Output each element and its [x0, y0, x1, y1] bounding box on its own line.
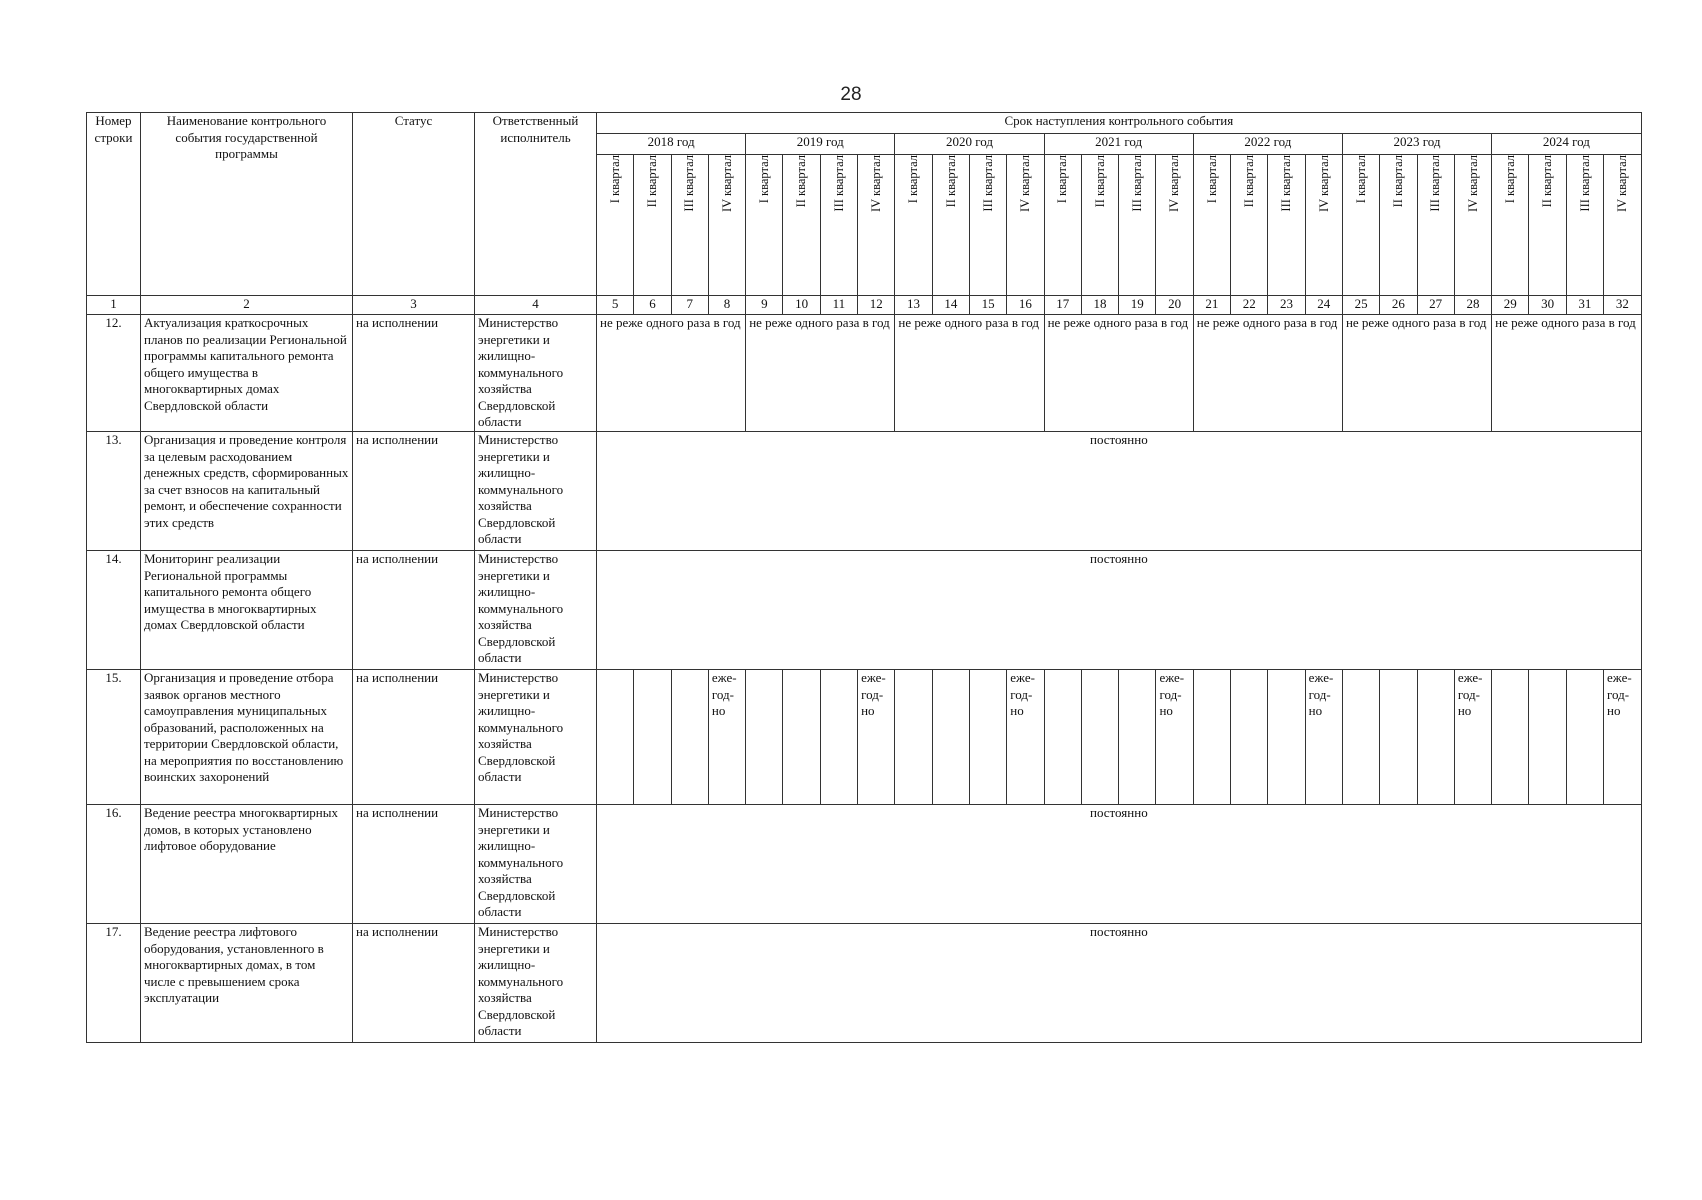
column-number: 2 — [141, 296, 353, 315]
row-number: 12. — [87, 315, 141, 432]
column-number: 25 — [1342, 296, 1379, 315]
quarter-label: IV квартал — [1018, 155, 1033, 213]
empty-quarter-cell — [1417, 670, 1454, 805]
annual-note: еже-год-но — [1454, 670, 1491, 805]
responsible-executor: Министерство энергетики и жилищно-коммунального хозяйства Свердловской области — [475, 670, 597, 805]
column-number: 22 — [1231, 296, 1268, 315]
column-number: 19 — [1119, 296, 1156, 315]
empty-quarter-cell — [1492, 670, 1529, 805]
annual-note: еже-год-но — [1305, 670, 1342, 805]
column-number: 10 — [783, 296, 820, 315]
event-status: на исполнении — [353, 924, 475, 1043]
period-note: постоянно — [597, 924, 1642, 1043]
quarter-label: IV квартал — [868, 155, 883, 213]
empty-quarter-cell — [1566, 670, 1603, 805]
quarter-label: III квартал — [1279, 155, 1294, 212]
event-name: Организация и проведение контроля за целевым расходованием денежных средств, сформированных за счет взносов на капитальный ремонт, и обеспечение сохранности этих средств — [141, 432, 353, 551]
column-number: 23 — [1268, 296, 1305, 315]
column-number: 16 — [1007, 296, 1044, 315]
header-quarter-cell — [1193, 155, 1230, 296]
column-number: 30 — [1529, 296, 1566, 315]
column-number: 20 — [1156, 296, 1193, 315]
table-body — [87, 315, 1642, 1043]
column-number: 6 — [634, 296, 671, 315]
header-quarter-cell — [1380, 155, 1417, 296]
header-quarter-cell — [597, 155, 634, 296]
quarter-label: I квартал — [1055, 155, 1070, 204]
header-year-2022: 2022 год — [1193, 134, 1342, 155]
header-year-2024: 2024 год — [1492, 134, 1642, 155]
quarter-label: I квартал — [1353, 155, 1368, 204]
quarter-label: II квартал — [1391, 155, 1406, 208]
quarter-label: I квартал — [757, 155, 772, 204]
quarter-label: II квартал — [794, 155, 809, 208]
column-number: 15 — [969, 296, 1006, 315]
event-status: на исполнении — [353, 805, 475, 924]
empty-quarter-cell — [1380, 670, 1417, 805]
year-note: не реже одного раза в год — [1193, 315, 1342, 432]
header-quarter-cell — [1007, 155, 1044, 296]
quarter-label: IV квартал — [719, 155, 734, 213]
header-quarter-cell — [932, 155, 969, 296]
header-status: Статус — [353, 113, 475, 296]
row-number: 13. — [87, 432, 141, 551]
empty-quarter-cell — [634, 670, 671, 805]
row-number: 16. — [87, 805, 141, 924]
empty-quarter-cell — [820, 670, 857, 805]
table-row — [87, 670, 1642, 805]
empty-quarter-cell — [969, 670, 1006, 805]
empty-quarter-cell — [746, 670, 783, 805]
header-row-number: Номер строки — [87, 113, 141, 296]
event-name: Ведение реестра многоквартирных домов, в которых установлено лифтовое оборудование — [141, 805, 353, 924]
event-name: Организация и проведение отбора заявок органов местного самоуправления муниципальных образований, расположенных на территории Свердловской области, на мероприятия по восстановлению воинских захоронений — [141, 670, 353, 805]
column-number: 8 — [708, 296, 745, 315]
responsible-executor: Министерство энергетики и жилищно-коммунального хозяйства Свердловской области — [475, 551, 597, 670]
event-status: на исполнении — [353, 315, 475, 432]
row-number: 15. — [87, 670, 141, 805]
quarter-label: I квартал — [1503, 155, 1518, 204]
column-number: 13 — [895, 296, 932, 315]
header-quarter-cell — [820, 155, 857, 296]
column-number: 4 — [475, 296, 597, 315]
column-number: 17 — [1044, 296, 1081, 315]
header-quarter-cell — [783, 155, 820, 296]
quarter-label: III квартал — [1577, 155, 1592, 212]
header-quarter-cell — [1492, 155, 1529, 296]
quarter-label: IV квартал — [1167, 155, 1182, 213]
header-quarter-cell — [1156, 155, 1193, 296]
event-name: Ведение реестра лифтового оборудования, установленного в многоквартирных домах, в том числе с превышением срока эксплуатации — [141, 924, 353, 1043]
responsible-executor: Министерство энергетики и жилищно-коммунального хозяйства Свердловской области — [475, 315, 597, 432]
year-note: не реже одного раза в год — [1342, 315, 1491, 432]
column-number: 1 — [87, 296, 141, 315]
column-number: 27 — [1417, 296, 1454, 315]
event-name: Актуализация краткосрочных планов по реализации Региональной программы капитального ремонта общего имущества в многоквартирных домах Свердловской области — [141, 315, 353, 432]
column-number: 5 — [597, 296, 634, 315]
annual-note: еже-год-но — [858, 670, 895, 805]
quarter-label: I квартал — [1204, 155, 1219, 204]
header-quarter-cell — [1417, 155, 1454, 296]
annual-note: еже-год-но — [708, 670, 745, 805]
empty-quarter-cell — [1081, 670, 1118, 805]
header-quarter-cell — [1081, 155, 1118, 296]
row-number: 14. — [87, 551, 141, 670]
header-deadline: Срок наступления контрольного события — [597, 113, 1642, 134]
event-name: Мониторинг реализации Региональной программы капитального ремонта общего имущества в многоквартирных домах Свердловской области — [141, 551, 353, 670]
header-quarter-cell — [1566, 155, 1603, 296]
period-note: постоянно — [597, 805, 1642, 924]
header-year-2023: 2023 год — [1342, 134, 1491, 155]
empty-quarter-cell — [1268, 670, 1305, 805]
column-number: 3 — [353, 296, 475, 315]
responsible-executor: Министерство энергетики и жилищно-коммунального хозяйства Свердловской области — [475, 924, 597, 1043]
header-quarter-cell — [1305, 155, 1342, 296]
quarter-label: IV квартал — [1465, 155, 1480, 213]
quarter-label: II квартал — [1241, 155, 1256, 208]
quarter-label: III квартал — [1130, 155, 1145, 212]
header-quarter-cell — [1268, 155, 1305, 296]
empty-quarter-cell — [1119, 670, 1156, 805]
event-status: на исполнении — [353, 551, 475, 670]
header-quarter-cell — [671, 155, 708, 296]
page-number: 28 — [840, 84, 862, 105]
empty-quarter-cell — [671, 670, 708, 805]
column-number: 12 — [858, 296, 895, 315]
header-quarter-cell — [1231, 155, 1268, 296]
header-quarter-cell — [1604, 155, 1642, 296]
header-quarter-cell — [858, 155, 895, 296]
quarter-label: IV квартал — [1615, 155, 1630, 213]
table-row — [87, 432, 1642, 551]
table-row — [87, 551, 1642, 670]
quarter-label: III квартал — [1428, 155, 1443, 212]
year-note: не реже одного раза в год — [1492, 315, 1642, 432]
column-number-row — [87, 296, 1642, 315]
quarter-label: II квартал — [943, 155, 958, 208]
column-number: 7 — [671, 296, 708, 315]
table-row — [87, 315, 1642, 432]
year-note: не реже одного раза в год — [746, 315, 895, 432]
header-year-2021: 2021 год — [1044, 134, 1193, 155]
header-quarter-cell — [895, 155, 932, 296]
empty-quarter-cell — [783, 670, 820, 805]
header-quarter-cell — [1529, 155, 1566, 296]
header-executor: Ответственный исполнитель — [475, 113, 597, 296]
header-event-name: Наименование контрольного события государственной программы — [141, 113, 353, 296]
quarter-label: II квартал — [1540, 155, 1555, 208]
responsible-executor: Министерство энергетики и жилищно-коммунального хозяйства Свердловской области — [475, 805, 597, 924]
empty-quarter-cell — [597, 670, 634, 805]
empty-quarter-cell — [1529, 670, 1566, 805]
header-quarter-cell — [1044, 155, 1081, 296]
period-note: постоянно — [597, 432, 1642, 551]
table-row — [87, 805, 1642, 924]
header-quarter-cell — [634, 155, 671, 296]
empty-quarter-cell — [1231, 670, 1268, 805]
quarter-label: III квартал — [682, 155, 697, 212]
column-number: 14 — [932, 296, 969, 315]
year-note: не реже одного раза в год — [1044, 315, 1193, 432]
quarter-label: I квартал — [906, 155, 921, 204]
column-number: 31 — [1566, 296, 1603, 315]
header-year-2020: 2020 год — [895, 134, 1044, 155]
empty-quarter-cell — [932, 670, 969, 805]
year-note: не реже одного раза в год — [895, 315, 1044, 432]
period-note: постоянно — [597, 551, 1642, 670]
empty-quarter-cell — [895, 670, 932, 805]
header-quarter-cell — [708, 155, 745, 296]
responsible-executor: Министерство энергетики и жилищно-коммунального хозяйства Свердловской области — [475, 432, 597, 551]
event-status: на исполнении — [353, 670, 475, 805]
column-number: 26 — [1380, 296, 1417, 315]
event-status: на исполнении — [353, 432, 475, 551]
empty-quarter-cell — [1193, 670, 1230, 805]
column-number: 21 — [1193, 296, 1230, 315]
column-number: 9 — [746, 296, 783, 315]
column-number: 28 — [1454, 296, 1491, 315]
quarter-label: I квартал — [607, 155, 622, 204]
quarter-label: III квартал — [831, 155, 846, 212]
annual-note: еже-год-но — [1007, 670, 1044, 805]
annual-note: еже-год-но — [1604, 670, 1642, 805]
row-number: 17. — [87, 924, 141, 1043]
header-quarter-cell — [1454, 155, 1491, 296]
column-number: 11 — [820, 296, 857, 315]
year-note: не реже одного раза в год — [597, 315, 746, 432]
table-header — [87, 113, 1642, 315]
column-number: 18 — [1081, 296, 1118, 315]
empty-quarter-cell — [1044, 670, 1081, 805]
header-year-2019: 2019 год — [746, 134, 895, 155]
header-quarter-cell — [746, 155, 783, 296]
control-events-table — [86, 112, 1642, 1043]
empty-quarter-cell — [1342, 670, 1379, 805]
column-number: 24 — [1305, 296, 1342, 315]
header-quarter-cell — [1342, 155, 1379, 296]
column-number: 32 — [1604, 296, 1642, 315]
header-year-2018: 2018 год — [597, 134, 746, 155]
annual-note: еже-год-но — [1156, 670, 1193, 805]
header-quarter-cell — [969, 155, 1006, 296]
quarter-label: II квартал — [645, 155, 660, 208]
quarter-label: IV квартал — [1316, 155, 1331, 213]
header-quarter-cell — [1119, 155, 1156, 296]
quarter-label: II квартал — [1092, 155, 1107, 208]
quarter-label: III квартал — [980, 155, 995, 212]
column-number: 29 — [1492, 296, 1529, 315]
table-row — [87, 924, 1642, 1043]
